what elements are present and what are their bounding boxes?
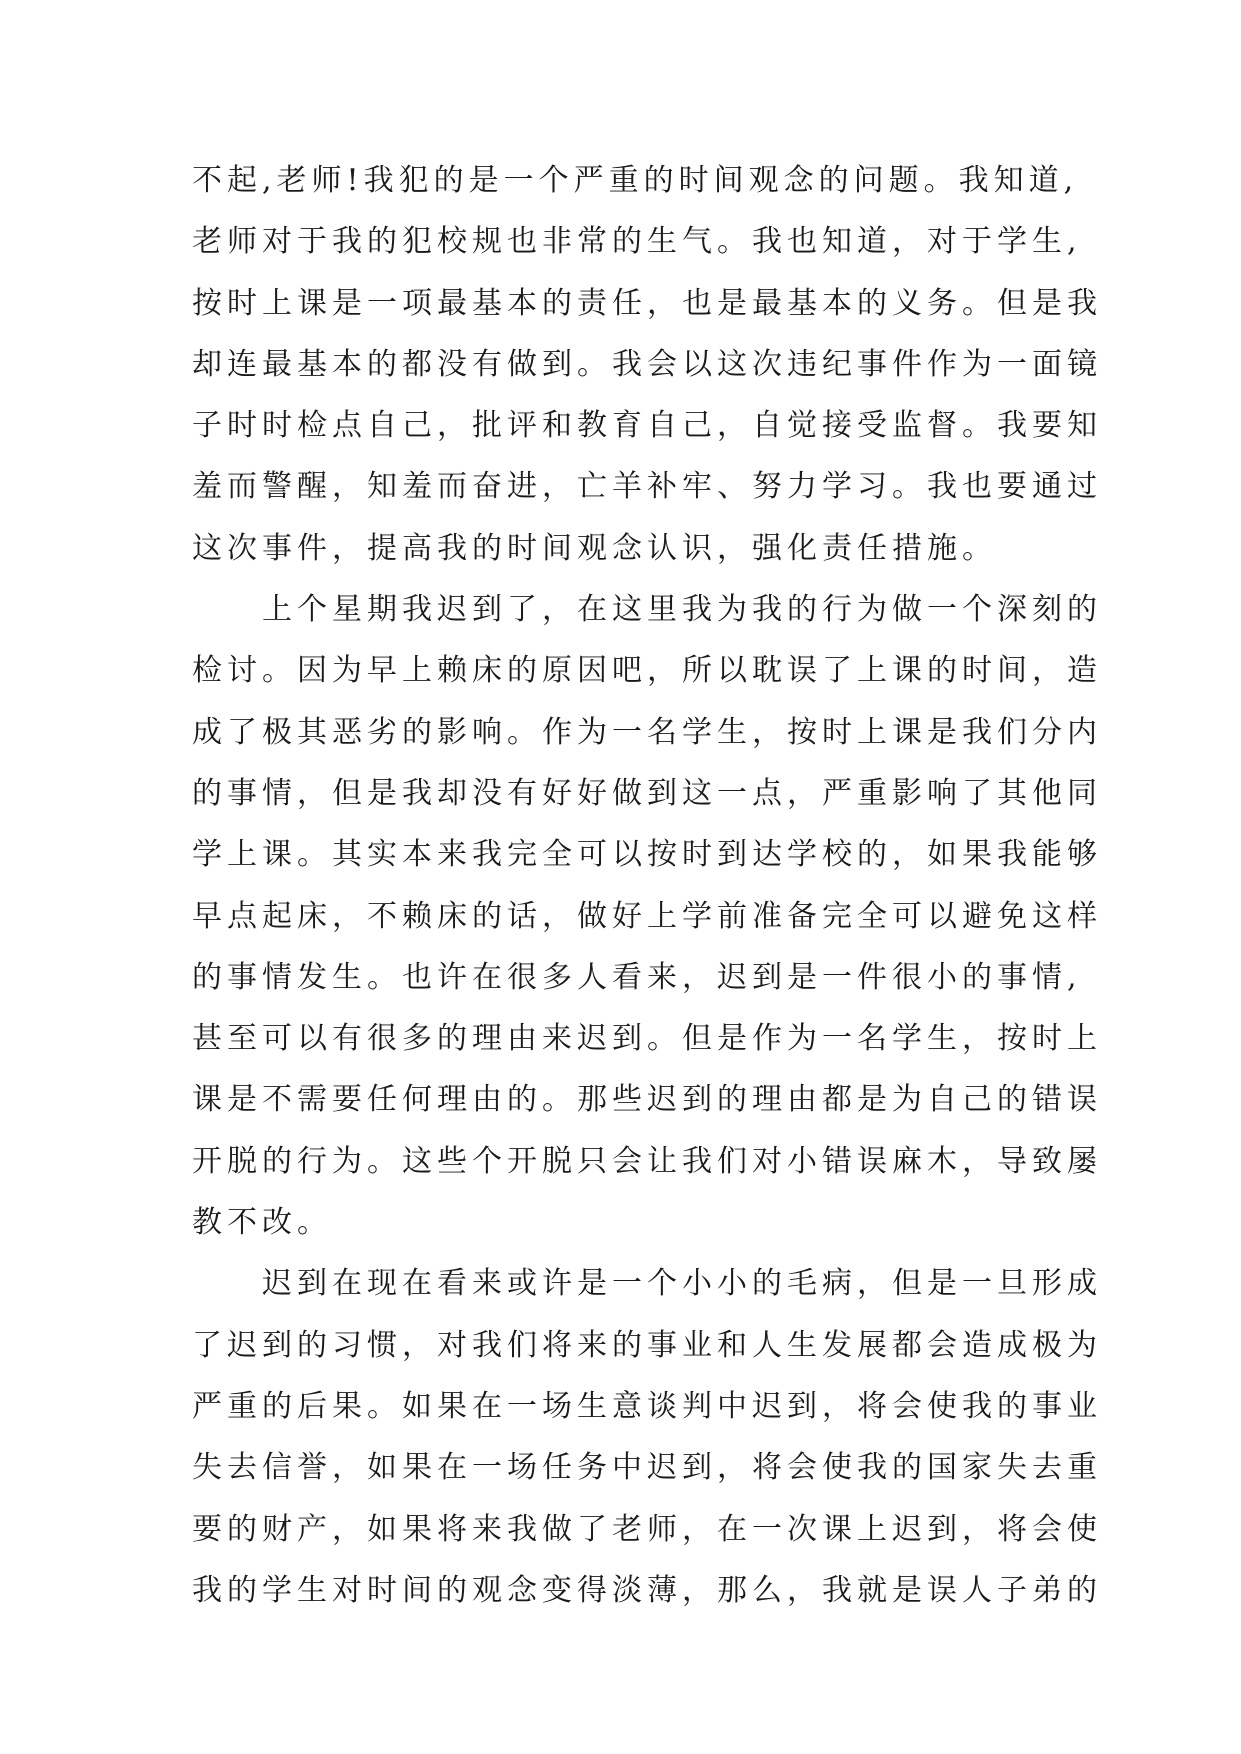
- text-line-2: 老师对于我的犯校规也非常的生气。我也知道，对于学生,: [192, 224, 1082, 260]
- text-line-19: 迟到在现在看来或许是一个小小的毛病，但是一旦形成: [192, 1266, 1102, 1302]
- text-line-15: 甚至可以有很多的理由来迟到。但是作为一名学生，按时上: [192, 1021, 1102, 1057]
- text-line-18: 教不改。: [192, 1205, 332, 1241]
- text-line-20: 了迟到的习惯，对我们将来的事业和人生发展都会造成极为: [192, 1327, 1102, 1363]
- text-line-17: 开脱的行为。这些个开脱只会让我们对小错误麻木，导致屡: [192, 1143, 1102, 1179]
- text-line-5: 子时时检点自己，批评和教育自己，自觉接受监督。我要知: [192, 408, 1102, 444]
- text-line-9: 检讨。因为早上赖床的原因吧，所以耽误了上课的时间，造: [192, 653, 1102, 689]
- document-body: [192, 150, 1102, 1621]
- text-line-8: 上个星期我迟到了，在这里我为我的行为做一个深刻的: [192, 592, 1102, 628]
- text-line-4: 却连最基本的都没有做到。我会以这次违纪事件作为一面镜: [192, 346, 1102, 382]
- text-line-16: 课是不需要任何理由的。那些迟到的理由都是为自己的错误: [192, 1082, 1102, 1118]
- text-line-24: 我的学生对时间的观念变得淡薄，那么，我就是误人子弟的: [192, 1572, 1102, 1608]
- text-line-21: 严重的后果。如果在一场生意谈判中迟到，将会使我的事业: [192, 1388, 1102, 1424]
- text-line-12: 学上课。其实本来我完全可以按时到达学校的，如果我能够: [192, 837, 1102, 873]
- text-line-7: 这次事件，提高我的时间观念认识，强化责任措施。: [192, 530, 997, 566]
- text-line-6: 羞而警醒，知羞而奋进，亡羊补牢、努力学习。我也要通过: [192, 469, 1102, 505]
- text-line-13: 早点起床，不赖床的话，做好上学前准备完全可以避免这样: [192, 898, 1102, 934]
- text-line-3: 按时上课是一项最基本的责任，也是最基本的义务。但是我: [192, 285, 1102, 321]
- text-line-14: 的事情发生。也许在很多人看来，迟到是一件很小的事情,: [192, 959, 1082, 995]
- text-line-23: 要的财产，如果将来我做了老师，在一次课上迟到，将会使: [192, 1511, 1102, 1547]
- text-line-10: 成了极其恶劣的影响。作为一名学生，按时上课是我们分内: [192, 714, 1102, 750]
- text-line-11: 的事情，但是我却没有好好做到这一点，严重影响了其他同: [192, 775, 1102, 811]
- text-line-1: 不起,老师!我犯的是一个严重的时间观念的问题。我知道,: [192, 163, 1079, 198]
- text-line-22: 失去信誉，如果在一场任务中迟到，将会使我的国家失去重: [192, 1450, 1102, 1486]
